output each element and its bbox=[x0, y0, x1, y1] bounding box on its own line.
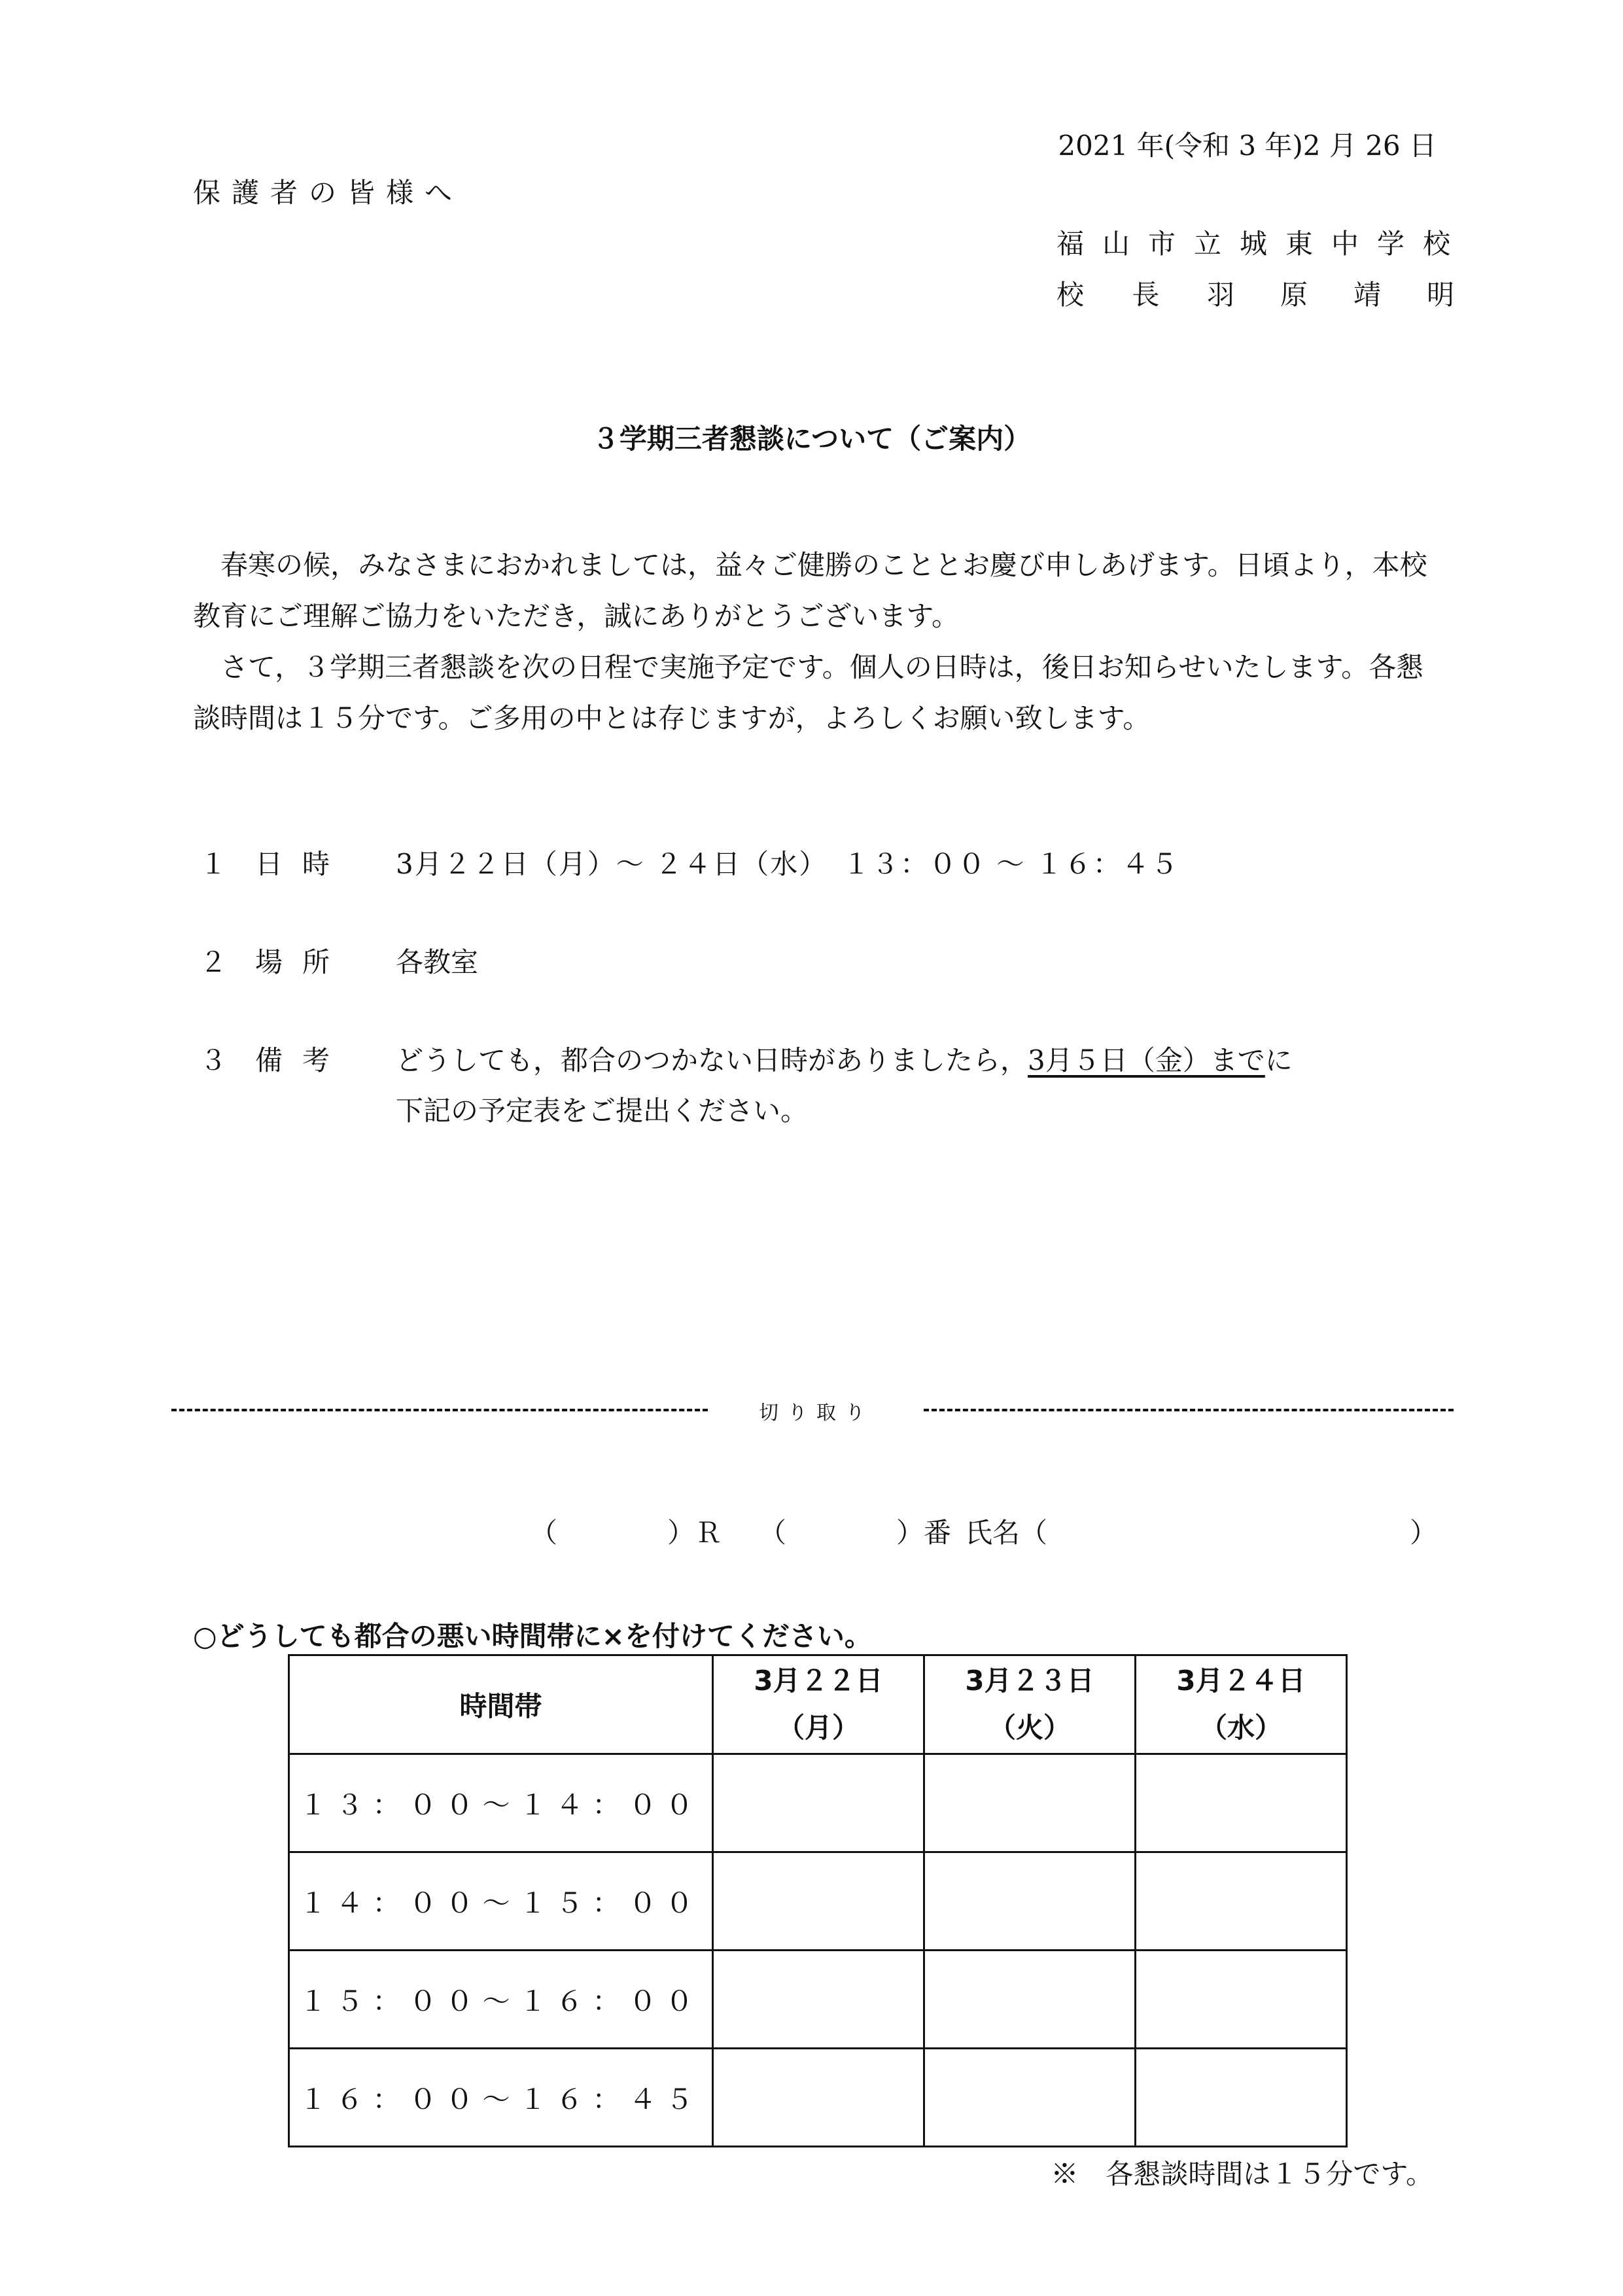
student-number-field: （ ）番 bbox=[759, 1517, 952, 1549]
day3-weekday: （水） bbox=[1199, 1712, 1282, 1744]
mark-cell bbox=[924, 1754, 1136, 1852]
deadline-underlined: 3月５日（金）まで bbox=[1028, 1044, 1265, 1076]
greeting-text: 春寒の候，みなさまにおかれましては，益々ご健勝のこととお慶び申しあげます。日頃より，本校教育にご理解ご協力をいただき，誠にありがとうございます。 bbox=[193, 549, 1427, 632]
schedule-header-row bbox=[289, 1655, 1347, 1754]
day2-date: 3月２３日 bbox=[965, 1665, 1094, 1697]
day1-weekday: （月） bbox=[777, 1712, 860, 1744]
mark-cell bbox=[1136, 2049, 1347, 2147]
mark-cell bbox=[1136, 1852, 1347, 1951]
letter-date: 2021 年(令和 3 年)2 月 26 日 bbox=[1058, 130, 1437, 162]
table-row bbox=[289, 1754, 1347, 1852]
item-3-value-after: に bbox=[1265, 1044, 1293, 1076]
item-1-label: 日時 bbox=[255, 848, 350, 880]
item-2-value: 各教室 bbox=[396, 946, 479, 978]
item-1-number: １ bbox=[200, 848, 228, 880]
notice-text: さて，３学期三者懇談を次の日程で実施予定です。個人の日時は，後日お知らせいたします。各懇談時間は１５分です。ご多用の中とは存じますが，よろしくお願い致します。 bbox=[193, 651, 1424, 734]
principal-name: 羽 原 靖 明 bbox=[1207, 279, 1464, 311]
mark-cell bbox=[924, 1951, 1136, 2049]
day1-date: 3月２２日 bbox=[754, 1665, 883, 1697]
day3-date: 3月２４日 bbox=[1176, 1665, 1306, 1697]
item-2-number: ２ bbox=[200, 946, 228, 978]
item-3-number: ３ bbox=[200, 1044, 228, 1076]
time-slot-cell: １３：００～１４：００ bbox=[289, 1754, 713, 1852]
item-3-value-line2: 下記の予定表をご提出ください。 bbox=[396, 1095, 809, 1127]
day2-weekday: （火） bbox=[988, 1712, 1071, 1744]
addressee: 保護者の皆様へ bbox=[193, 177, 464, 209]
column-header-day3 bbox=[1136, 1655, 1347, 1754]
principal-title: 校 長 bbox=[1056, 279, 1179, 311]
schedule-heading: ○どうしても都合の悪い時間帯に×を付けてください。 bbox=[193, 1620, 872, 1652]
document-title: ３学期三者懇談について（ご案内） bbox=[591, 423, 1032, 455]
mark-cell bbox=[713, 1951, 924, 2049]
mark-cell bbox=[713, 1852, 924, 1951]
table-row bbox=[289, 1852, 1347, 1951]
principal-line bbox=[1056, 274, 1463, 313]
item-3-value-before: どうしても，都合のつかない日時がありましたら， bbox=[396, 1044, 1028, 1076]
item-2-label: 場所 bbox=[255, 946, 350, 978]
table-row bbox=[289, 2049, 1347, 2147]
cut-label: 切り取り bbox=[759, 1402, 874, 1424]
item-3-label: 備考 bbox=[255, 1044, 350, 1076]
cut-line-left bbox=[171, 1409, 708, 1411]
greeting-paragraph bbox=[193, 540, 1436, 642]
class-field: （ ）Ｒ bbox=[530, 1517, 723, 1549]
time-slot-cell: １５：００～１６：００ bbox=[289, 1951, 713, 2049]
mark-cell bbox=[924, 1852, 1136, 1951]
school-name: 福山市立城東中学校 bbox=[1056, 228, 1469, 260]
column-header-day2 bbox=[924, 1655, 1136, 1754]
table-row bbox=[289, 1951, 1347, 2049]
column-header-time: 時間帯 bbox=[289, 1655, 713, 1754]
item-1-value: 3月２２日（月）～ ２４日（水） １３：００ ～ １６：４５ bbox=[396, 848, 1179, 880]
student-name-field: 氏名（ bbox=[965, 1517, 1048, 1549]
mark-cell bbox=[1136, 1951, 1347, 2049]
name-close-paren: ） bbox=[1410, 1517, 1438, 1549]
column-header-day1 bbox=[713, 1655, 924, 1754]
item-3-value bbox=[396, 1039, 1293, 1078]
mark-cell bbox=[713, 2049, 924, 2147]
footnote: ※ 各懇談時間は１５分です。 bbox=[1051, 2158, 1433, 2190]
mark-cell bbox=[1136, 1754, 1347, 1852]
time-slot-cell: １４：００～１５：００ bbox=[289, 1852, 713, 1951]
notice-paragraph bbox=[193, 642, 1436, 744]
mark-cell bbox=[924, 2049, 1136, 2147]
cut-line-right bbox=[924, 1409, 1454, 1411]
time-slot-cell: １６：００～１６：４５ bbox=[289, 2049, 713, 2147]
schedule-table bbox=[288, 1654, 1348, 2147]
mark-cell bbox=[713, 1754, 924, 1852]
